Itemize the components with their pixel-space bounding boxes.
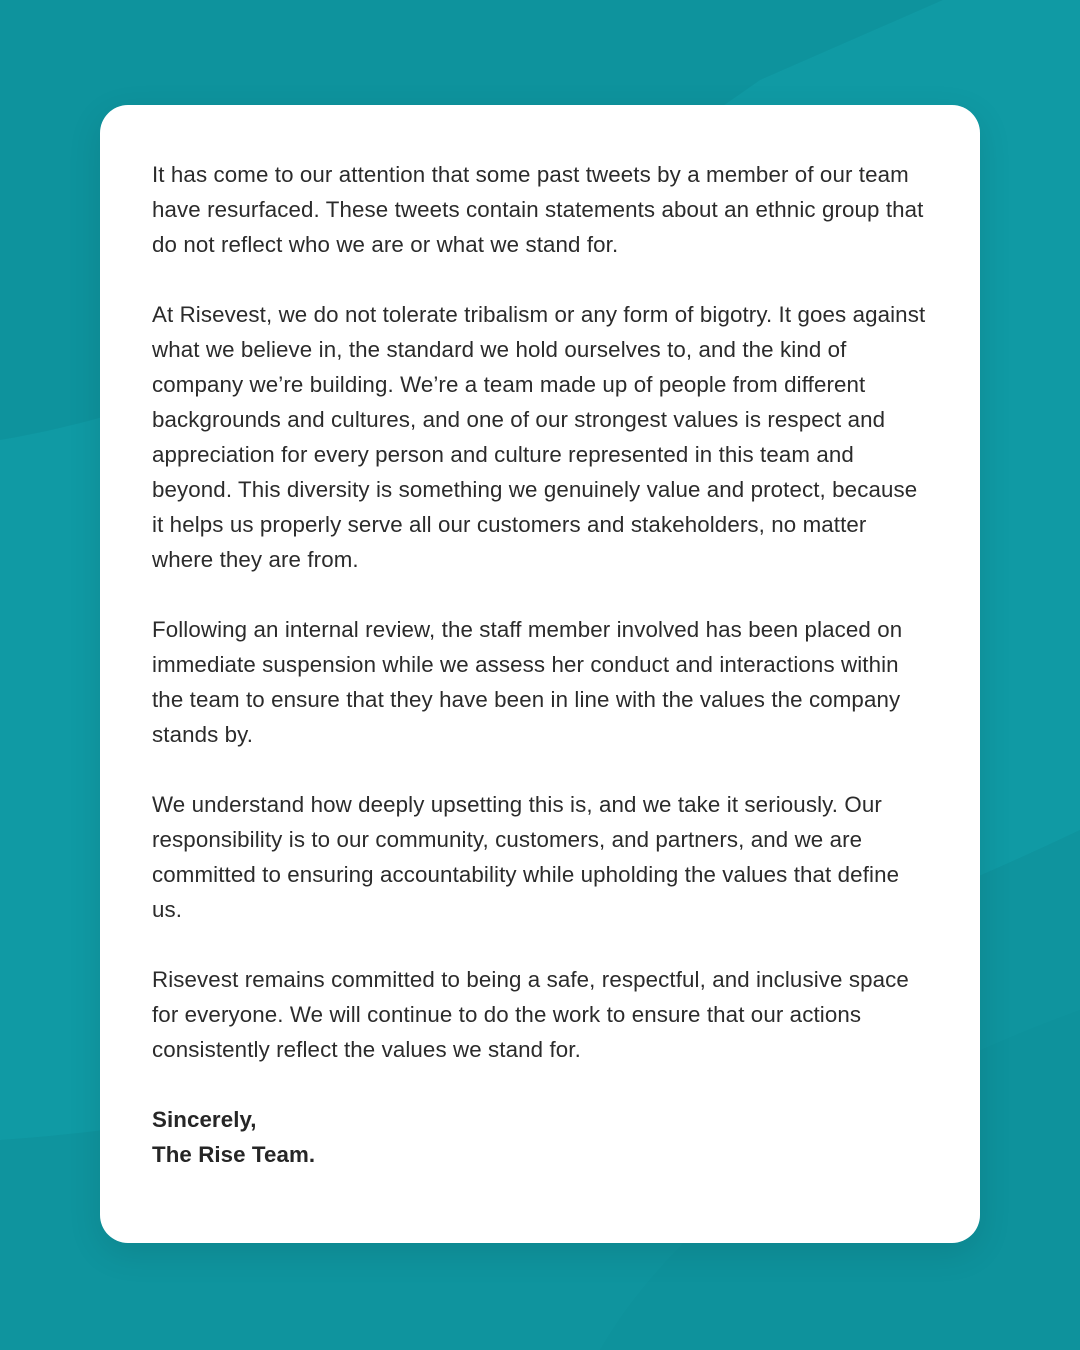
letter-paragraph-1: It has come to our attention that some past tweets by a member of our team have resurfaced. These tweets contain statements about an ethnic group that do not reflect who we are or what we stand for.	[152, 162, 924, 257]
signature-sender: The Rise Team.	[152, 1142, 316, 1167]
letter-paragraph-4: We understand how deeply upsetting this is, and we take it seriously. Our responsibility is to our community, customers, and partners, and we are committed to ensuring accountability while upholding the values that define us.	[152, 792, 900, 922]
letter-card	[100, 105, 980, 1243]
signature-closing: Sincerely,	[152, 1107, 257, 1132]
letter-paragraph-2: At Risevest, we do not tolerate tribalism or any form of bigotry. It goes against what we believe in, the standard we hold ourselves to, and the kind of company we’re building. We’re a team made up of people from different backgrounds and cultures, and one of our strongest values is respect and appreciation for every person and culture represented in this team and beyond. This diversity is something we genuinely value and protect, because it helps us properly serve all our customers and stakeholders, no matter where they are from.	[152, 302, 926, 572]
signature-block	[152, 1102, 932, 1172]
letter-text	[152, 157, 932, 1172]
letter-paragraph-5: Risevest remains committed to being a safe, respectful, and inclusive space for everyone. We will continue to do the work to ensure that our actions consistently reflect the values we stand for.	[152, 967, 909, 1062]
letter-paragraph-3: Following an internal review, the staff member involved has been placed on immediate suspension while we assess her conduct and interactions within the team to ensure that they have been in line with the values the company stands by.	[152, 617, 903, 747]
